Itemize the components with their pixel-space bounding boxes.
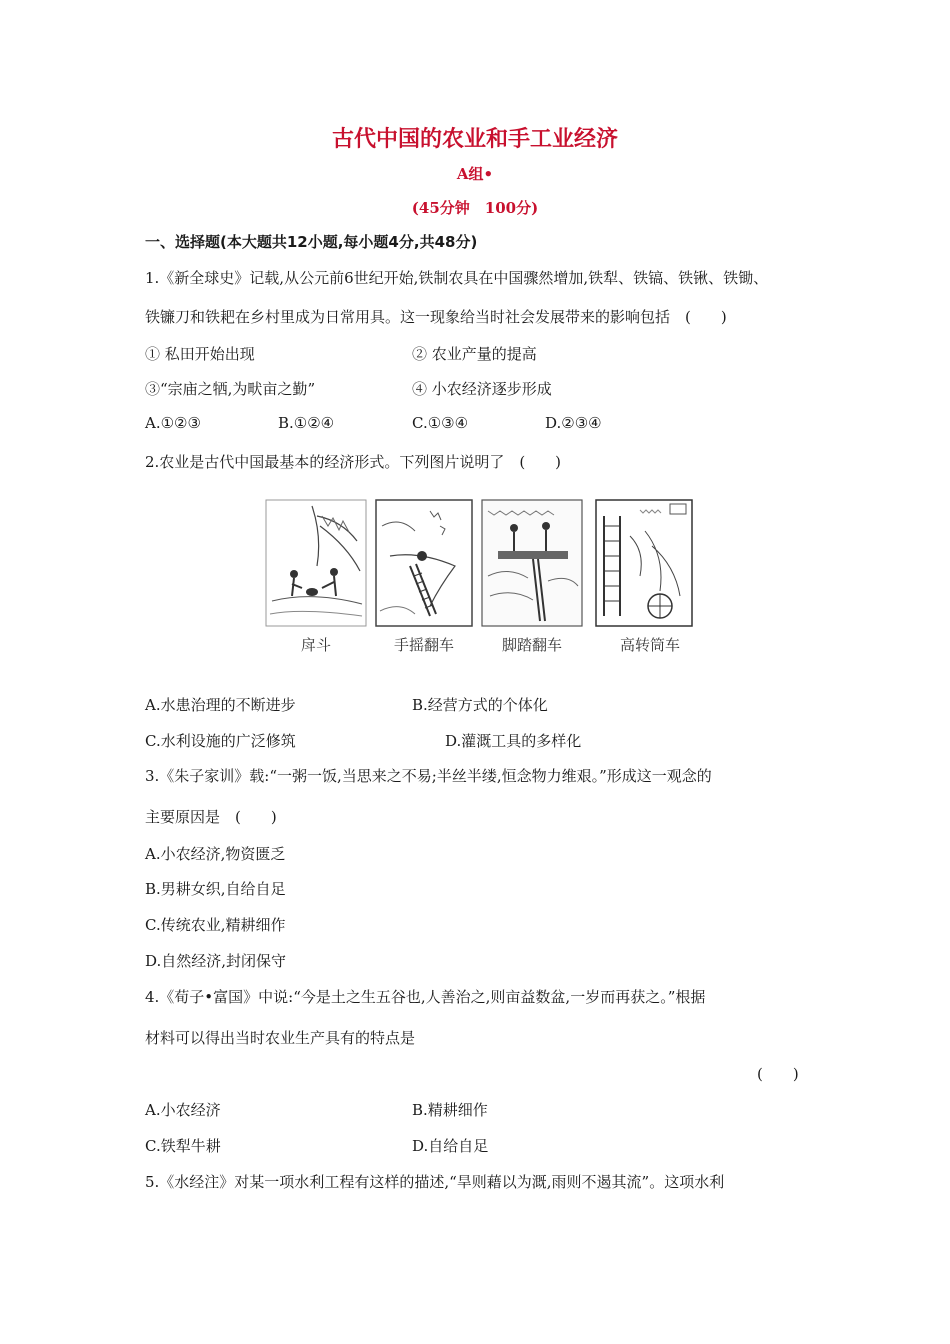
q2-choice-b: B.经营方式的个体化 xyxy=(412,696,548,714)
q2-choice-d: D.灌溉工具的多样化 xyxy=(445,732,582,750)
irrigation-tools-figure xyxy=(262,496,698,656)
q4-stem-line1: 4.《荀子•富国》中说:“今是土之生五谷也,人善治之,则亩益数盆,一岁而再获之。”根据 xyxy=(145,988,706,1006)
q1-option-2: ② 农业产量的提高 xyxy=(412,345,537,363)
foot-pedal-waterwheel-illustration xyxy=(478,496,586,630)
q2-choice-a: A.水患治理的不断进步 xyxy=(145,696,296,714)
q1-stem-line1: 1.《新全球史》记载,从公元前6世纪开始,铁制农具在中国骤然增加,铁犁、铁镐、铁锹、铁锄、 xyxy=(145,269,769,287)
q1-choice-d: D.②③④ xyxy=(545,414,602,432)
q3-choice-c: C.传统农业,精耕细作 xyxy=(145,916,286,934)
q4-answer-paren: ( ) xyxy=(757,1065,799,1083)
q1-choice-b: B.①②④ xyxy=(278,414,335,432)
section-heading: 一、选择题(本大题共12小题,每小题4分,共48分) xyxy=(145,233,478,251)
q1-stem-line2: 铁镰刀和铁耙在乡村里成为日常用具。这一现象给当时社会发展带来的影响包括 ( ) xyxy=(145,308,727,326)
time-score: (45分钟 100分) xyxy=(411,199,539,217)
q4-choice-c: C.铁犁牛耕 xyxy=(145,1137,221,1155)
q1-choice-c: C.①③④ xyxy=(412,414,469,432)
q3-choice-b: B.男耕女织,自给自足 xyxy=(145,880,286,898)
q1-option-1: ① 私田开始出现 xyxy=(145,345,255,363)
q4-choice-a: A.小农经济 xyxy=(145,1101,221,1119)
caption-hudou: 戽斗 xyxy=(300,636,331,654)
group-label: A组• xyxy=(456,165,494,183)
q5-stem-line1: 5.《水经注》对某一项水利工程有这样的描述,“旱则藉以为溉,雨则不遏其流”。这项水利 xyxy=(145,1173,725,1191)
q2-choice-c: C.水利设施的广泛修筑 xyxy=(145,732,296,750)
page-title: 古代中国的农业和手工业经济 xyxy=(331,127,618,152)
q3-stem-line2: 主要原因是 ( ) xyxy=(145,808,277,826)
hand-crank-waterwheel-illustration xyxy=(370,496,478,630)
q1-option-4: ④ 小农经济逐步形成 xyxy=(412,380,552,398)
q1-choice-a: A.①②③ xyxy=(145,414,201,432)
q2-stem: 2.农业是古代中国最基本的经济形式。下列图片说明了 ( ) xyxy=(145,453,562,471)
q3-stem-line1: 3.《朱子家训》载:“一粥一饭,当思来之不易;半丝半缕,恒念物力维艰。”形成这一观念的 xyxy=(145,767,712,785)
q4-stem-line2: 材料可以得出当时农业生产具有的特点是 xyxy=(145,1029,416,1047)
dou-bucket-illustration xyxy=(262,496,370,630)
q4-choice-d: D.自给自足 xyxy=(412,1137,489,1155)
caption-foot-pedal: 脚踏翻车 xyxy=(501,636,562,654)
q4-choice-b: B.精耕细作 xyxy=(412,1101,488,1119)
tall-tube-wheel-illustration xyxy=(590,496,698,630)
caption-hand-crank: 手摇翻车 xyxy=(393,636,454,654)
caption-tube-wheel: 高转筒车 xyxy=(619,636,680,654)
q3-choice-a: A.小农经济,物资匮乏 xyxy=(145,845,286,863)
q3-choice-d: D.自然经济,封闭保守 xyxy=(145,952,287,970)
q1-option-3: ③“宗庙之牺,为畎亩之勤” xyxy=(145,380,316,398)
